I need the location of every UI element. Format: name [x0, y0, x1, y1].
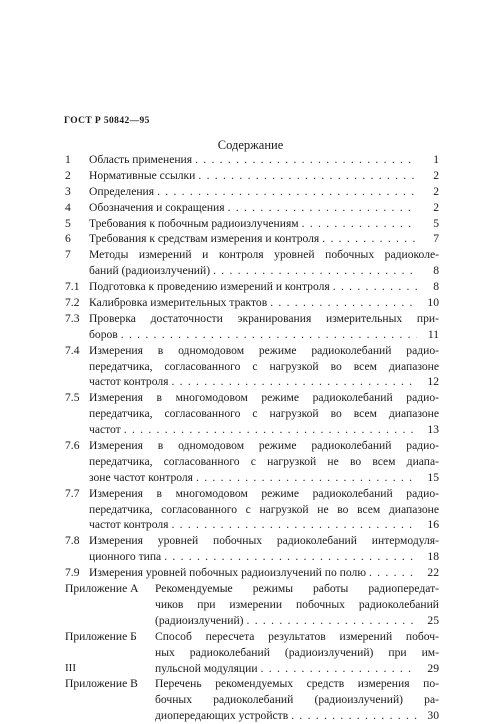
section-title-text: Калибровка измерительных трактов	[89, 296, 268, 310]
section-title-text: Измерения в многомодовом режиме радиоколебаний радио-	[89, 391, 439, 405]
appendix-line	[65, 597, 439, 613]
section-title-link[interactable]	[89, 311, 439, 327]
appendix-title-link[interactable]	[155, 708, 417, 724]
toc-line	[65, 247, 439, 263]
section-title-link[interactable]	[89, 454, 439, 470]
toc-line	[65, 390, 439, 406]
appendix-title-text: пульсной модуляции	[155, 661, 258, 675]
toc-line	[65, 152, 439, 168]
section-number: 1	[65, 153, 71, 166]
page-number: 2	[433, 184, 439, 198]
toc-line	[65, 216, 439, 232]
section-title-text: Проверка достаточности экранирования измерительных при-	[89, 311, 439, 325]
section-title-link[interactable]	[89, 279, 417, 295]
appendix-line	[65, 708, 439, 724]
page-number: 29	[427, 661, 439, 675]
section-title-link[interactable]	[89, 184, 417, 200]
section-number: 4	[65, 200, 71, 214]
appendix-line	[65, 661, 439, 677]
appendix-line	[65, 581, 439, 597]
appendix-title-link[interactable]	[155, 597, 439, 613]
section-title-text: Требования к побочным радиоизлучениям	[89, 216, 299, 230]
section-title-text: Подготовка к проведению измерений и контроля	[89, 280, 330, 294]
section-title-link[interactable]	[89, 152, 417, 168]
section-title-link[interactable]	[89, 470, 417, 486]
section-title-text: передатчика, согласованного с нагрузкой во всем диапазоне	[89, 407, 439, 421]
section-title-text: передатчика, согласованного с нагрузкой во всем диапазоне	[89, 359, 439, 373]
toc-line	[65, 295, 439, 311]
toc-line	[65, 343, 439, 359]
appendix-title-text: бочных радиоколебаний (радиоизлучений) ра-	[155, 693, 439, 707]
toc-line	[65, 533, 439, 549]
appendix-label: Приложение Б	[65, 629, 137, 643]
section-title-link[interactable]	[89, 517, 417, 533]
toc-line	[65, 168, 439, 184]
toc-line	[65, 311, 439, 327]
page-number-roman: III	[65, 662, 76, 674]
toc-line	[65, 263, 439, 279]
section-number: 7.6	[65, 439, 80, 453]
toc-line	[65, 454, 439, 470]
section-title-link[interactable]	[89, 168, 417, 184]
appendix-title-link[interactable]	[155, 645, 439, 661]
section-title-link[interactable]	[89, 359, 439, 375]
appendix-label: Приложение А	[65, 582, 139, 596]
appendix-line	[65, 629, 439, 645]
section-title-text: Требования к средствам измерения и контроля	[89, 232, 320, 246]
section-title-text: Определения	[89, 184, 155, 198]
section-title-link[interactable]	[89, 438, 439, 454]
page-number: 10	[427, 296, 439, 310]
section-title-text: боров	[89, 327, 118, 341]
toc-line	[65, 486, 439, 502]
page-number: 2	[433, 200, 439, 214]
appendix-title-text: Перечень рекомендуемых средств измерения по-	[155, 677, 439, 691]
table-of-contents	[65, 152, 439, 724]
section-title-text: передатчика, согласованного с нагрузкой не во всем диапазоне	[89, 502, 439, 516]
section-title-text: Измерения уровней побочных радиоколебаний интермодуля-	[89, 534, 439, 548]
section-number: 7.9	[65, 566, 80, 580]
section-number: 7	[65, 248, 71, 262]
section-number: 7.8	[65, 534, 80, 548]
toc-line	[65, 502, 439, 518]
appendix-title-link[interactable]	[155, 581, 439, 597]
section-title-link[interactable]	[89, 263, 417, 279]
section-title-link[interactable]	[89, 200, 417, 216]
section-title-link[interactable]	[89, 295, 417, 311]
section-title-text: Методы измерений и контроля уровней побочных радиоколе-	[89, 248, 439, 262]
section-title-link[interactable]	[89, 343, 439, 359]
section-title-link[interactable]	[89, 390, 439, 406]
section-number: 7.4	[65, 343, 80, 357]
section-title-link[interactable]	[89, 327, 417, 343]
section-title-text: Измерения в одномодовом режиме радиоколебаний радио-	[89, 343, 439, 357]
section-title-text: зоне частот контроля	[89, 470, 194, 484]
section-title-link[interactable]	[89, 406, 439, 422]
page-number: 18	[427, 550, 439, 564]
page-number: 7	[433, 232, 439, 246]
section-title-link[interactable]	[89, 533, 439, 549]
toc-line	[65, 422, 439, 438]
appendix-title-text: ных радиоколебаний (радиоизлучений) при им-	[155, 645, 439, 659]
section-number: 7.7	[65, 486, 80, 500]
page-number: 16	[427, 518, 439, 532]
section-title-link[interactable]	[89, 565, 417, 581]
appendix-title-link[interactable]	[155, 629, 439, 645]
section-title-text: баний (радиоизлучений)	[89, 264, 211, 278]
page-number: 8	[433, 264, 439, 278]
section-number: 7.5	[65, 391, 80, 405]
page-number: 12	[427, 375, 439, 389]
page-number: 8	[433, 280, 439, 294]
section-title-text: Измерения в многомодовом режиме радиоколебаний радио-	[89, 486, 439, 500]
page-number: 13	[427, 423, 439, 437]
section-number: 6	[65, 232, 71, 246]
page-number: 11	[427, 327, 439, 341]
page-number: 5	[433, 216, 439, 230]
section-title-link[interactable]	[89, 247, 439, 263]
page-number: 22	[427, 566, 439, 580]
section-title-link[interactable]	[89, 422, 417, 438]
toc-line	[65, 231, 439, 247]
appendix-title-text: (радиоизлучений)	[155, 613, 244, 627]
appendix-title-text: чиков при измерении побочных радиоколебаний	[155, 597, 439, 611]
appendix-title-link[interactable]	[155, 613, 417, 629]
section-title-text: Обозначения и сокращения	[89, 200, 225, 214]
toc-line	[65, 359, 439, 375]
appendix-label: Приложение В	[65, 677, 138, 691]
section-title-text: Область применения	[89, 153, 193, 166]
section-title-link[interactable]	[89, 216, 417, 232]
toc-line	[65, 374, 439, 390]
toc-line	[65, 470, 439, 486]
appendix-title-link[interactable]	[155, 661, 417, 677]
section-number: 7.1	[65, 280, 80, 294]
page-number: 15	[427, 470, 439, 484]
appendix-line	[65, 645, 439, 661]
page-number: 2	[433, 168, 439, 182]
appendix-title-link[interactable]	[155, 692, 439, 708]
appendix-line	[65, 613, 439, 629]
section-title-link[interactable]	[89, 486, 439, 502]
section-title-text: Нормативные ссылки	[89, 168, 196, 182]
section-number: 7.3	[65, 311, 80, 325]
section-title-text: частот контроля	[89, 518, 169, 532]
section-title-text: передатчика, согласованного с нагрузкой не во всем диапа-	[89, 454, 439, 468]
page-number: 25	[427, 613, 439, 627]
toc-line	[65, 517, 439, 533]
section-title-link[interactable]	[89, 502, 439, 518]
page-number: 30	[427, 709, 439, 723]
appendix-title-link[interactable]	[155, 676, 439, 692]
toc-line	[65, 279, 439, 295]
appendix-title-text: Рекомендуемые режимы работы радиопередат-	[155, 582, 439, 596]
toc-line	[65, 565, 439, 581]
section-title-text: частот	[89, 423, 121, 437]
section-title-link[interactable]	[89, 549, 417, 565]
appendix-line	[65, 676, 439, 692]
section-title-text: ционного типа	[89, 550, 162, 564]
toc-line	[65, 438, 439, 454]
toc-line	[65, 406, 439, 422]
toc-title: Содержание	[217, 138, 284, 152]
section-title-text: Измерения уровней побочных радиоизлучений по полю	[89, 566, 366, 580]
section-number: 2	[65, 168, 71, 182]
toc-line	[65, 327, 439, 343]
toc-line	[65, 184, 439, 200]
section-number: 5	[65, 216, 71, 230]
section-title-link[interactable]	[89, 231, 417, 247]
section-number: 3	[65, 184, 71, 198]
toc-line	[65, 200, 439, 216]
standard-designation: ГОСТ Р 50842—95	[64, 116, 150, 126]
page-number: 1	[433, 153, 439, 166]
appendix-title-text: Способ пересчета результатов измерений побоч-	[155, 629, 439, 643]
toc-line	[65, 549, 439, 565]
section-number: 7.2	[65, 296, 80, 310]
section-title-text: Измерения в одномодовом режиме радиоколебаний радио-	[89, 439, 439, 453]
appendix-title-text: диопередающих устройств	[155, 709, 289, 723]
appendix-line	[65, 692, 439, 708]
section-title-text: частот контроля	[89, 375, 169, 389]
section-title-link[interactable]	[89, 374, 417, 390]
